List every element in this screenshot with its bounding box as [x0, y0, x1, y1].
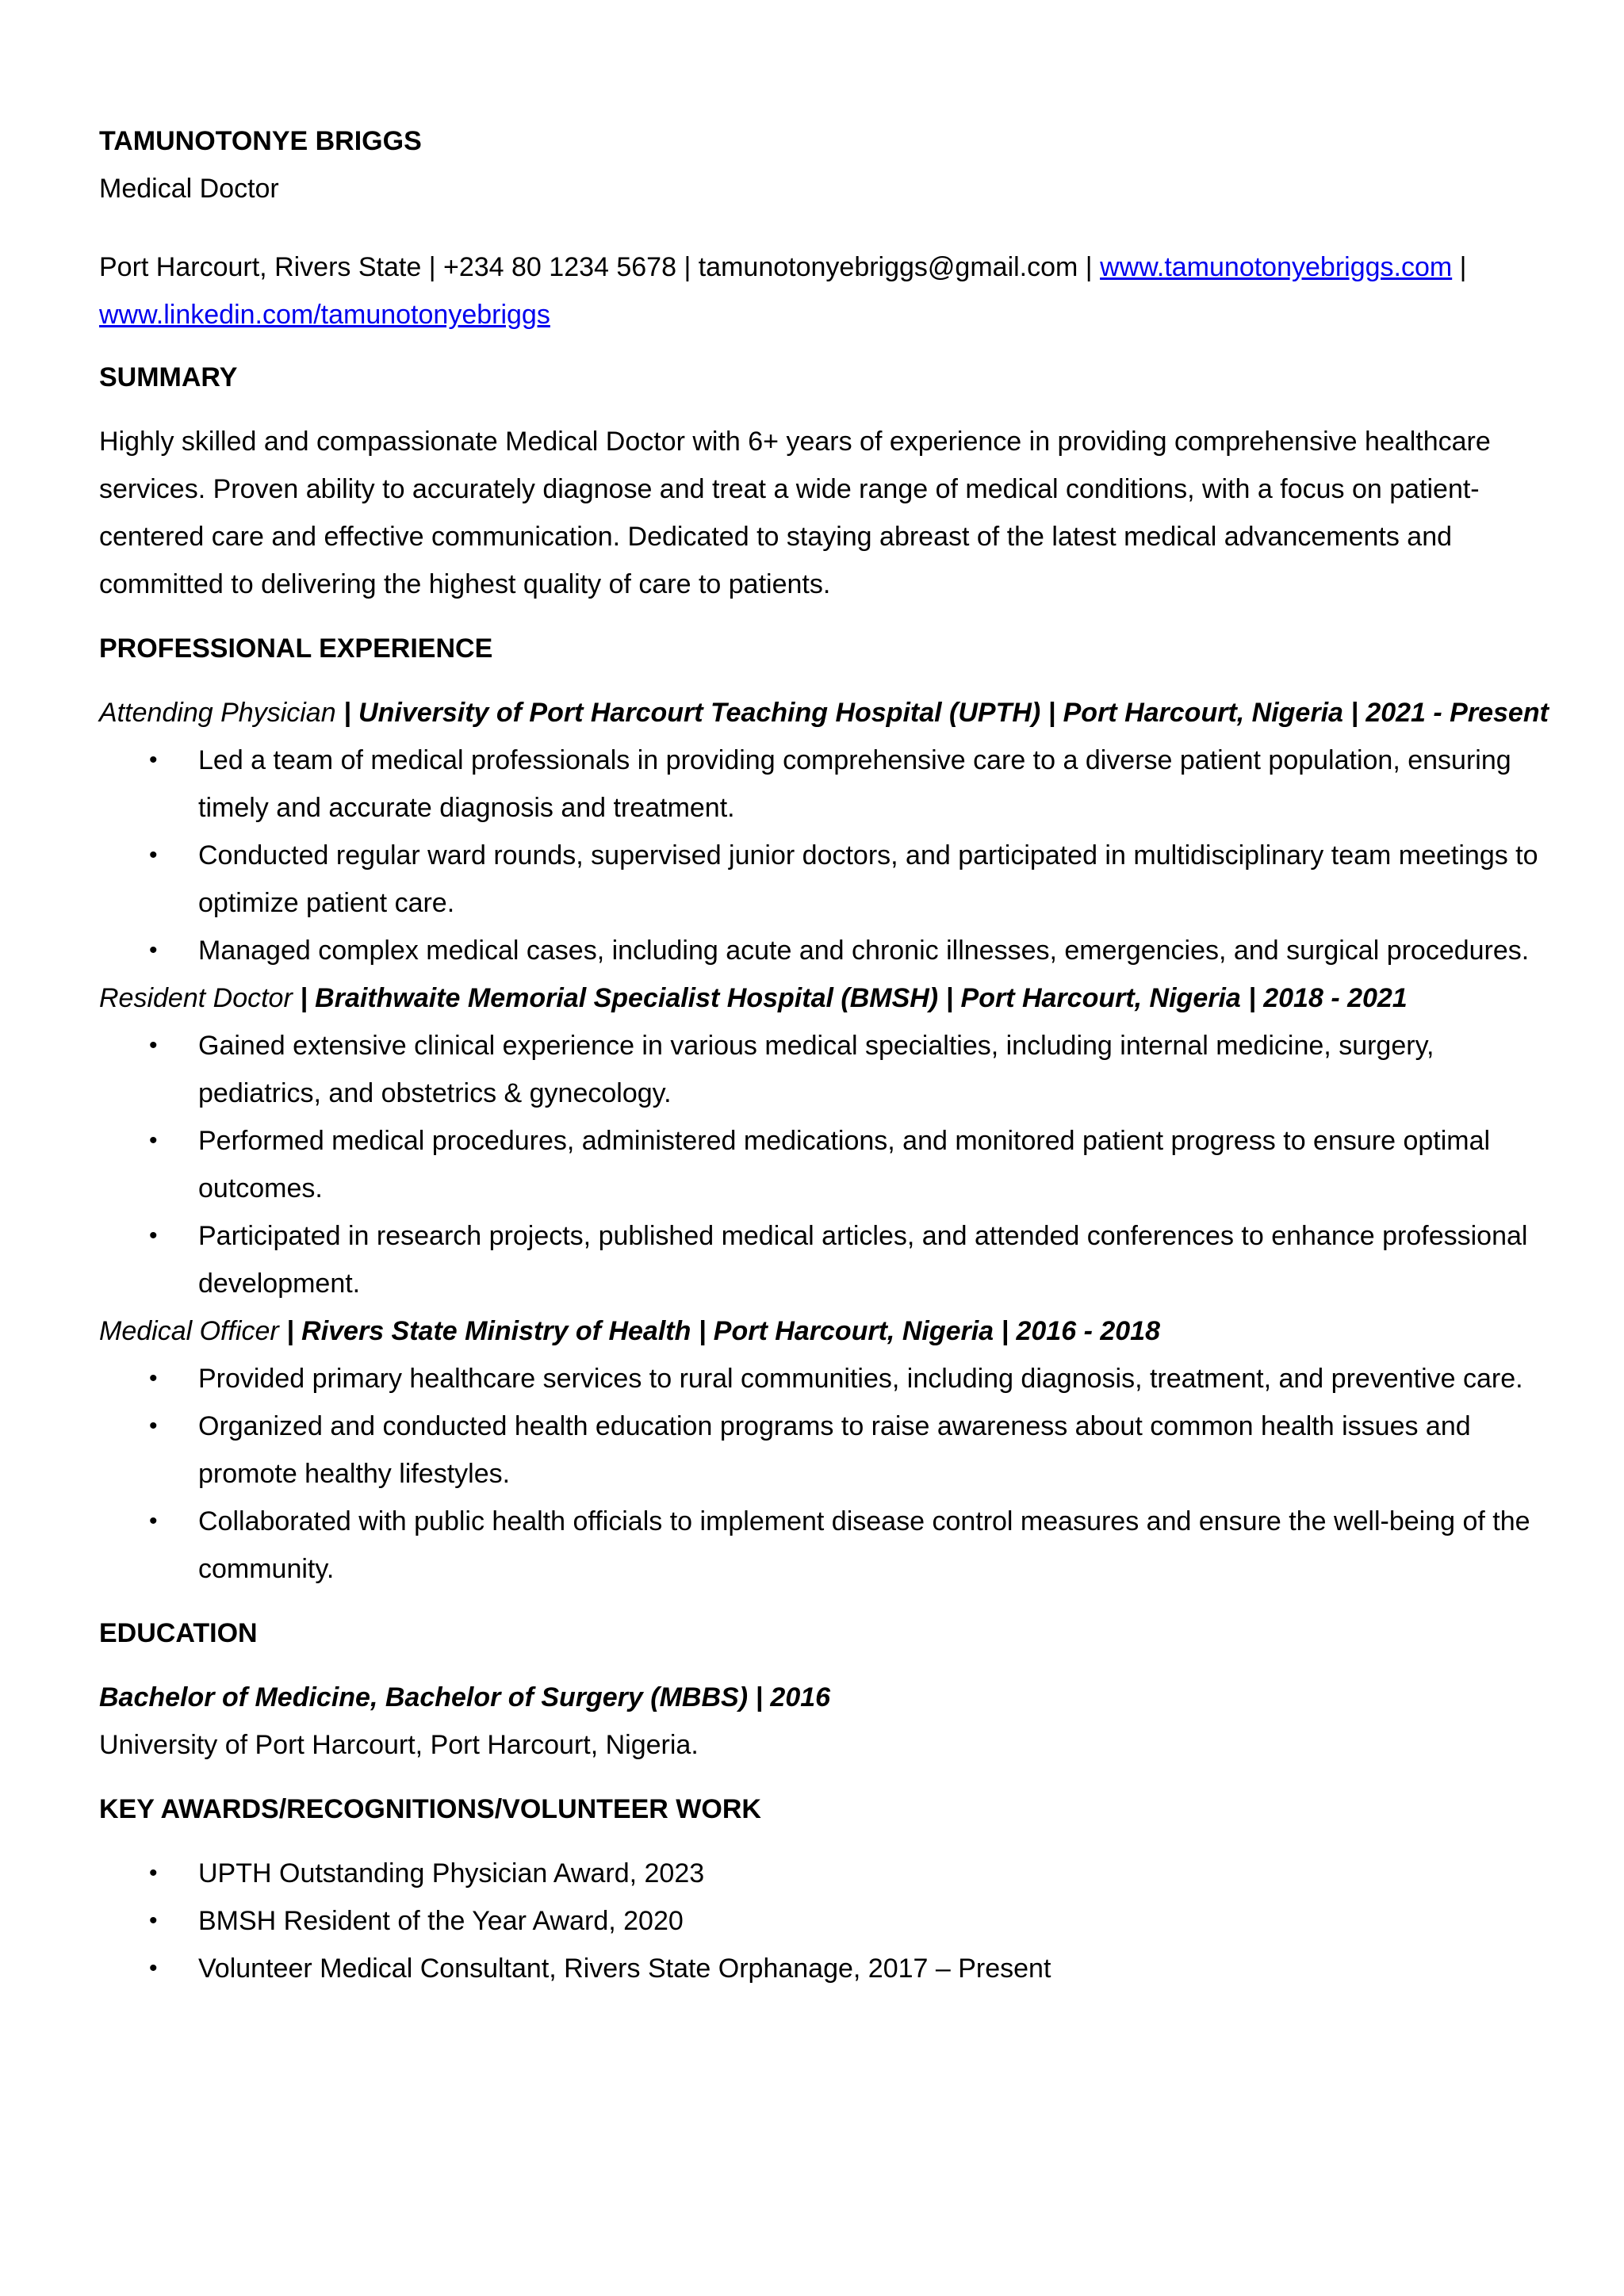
education-school: University of Port Harcourt, Port Harcourt, Nigeria.	[99, 1730, 699, 1760]
resume-page	[99, 117, 1550, 1992]
list-item	[99, 1498, 1550, 1593]
list-item	[99, 1850, 1550, 1897]
contact-separator: |	[421, 252, 443, 282]
bullet-icon: •	[149, 1365, 158, 1391]
education-heading: EDUCATION	[99, 1618, 258, 1648]
award-text: BMSH Resident of the Year Award, 2020	[198, 1906, 684, 1936]
list-item	[99, 737, 1550, 832]
linkedin-link[interactable]: www.linkedin.com/tamunotonyebriggs	[99, 300, 550, 330]
candidate-role: Medical Doctor	[99, 174, 279, 204]
job-header	[99, 689, 1550, 737]
candidate-name: TAMUNOTONYE BRIGGS	[99, 126, 422, 156]
job-bullet-list	[99, 1022, 1550, 1307]
bullet-icon: •	[149, 1508, 158, 1534]
list-item	[99, 1022, 1550, 1117]
job-title: Medical Officer	[99, 1316, 279, 1346]
bullet-icon: •	[149, 1908, 158, 1934]
award-text: UPTH Outstanding Physician Award, 2023	[198, 1858, 705, 1888]
job-header	[99, 974, 1550, 1022]
list-item	[99, 1945, 1550, 1992]
awards-list	[99, 1850, 1550, 1992]
job-bullet-list	[99, 1355, 1550, 1593]
list-item	[99, 832, 1550, 927]
bullet-text: Participated in research projects, published medical articles, and attended conferences to enhance professional development.	[198, 1221, 1528, 1299]
contact-separator: |	[1452, 252, 1467, 282]
award-text: Volunteer Medical Consultant, Rivers State Orphanage, 2017 – Present	[198, 1954, 1051, 1984]
job-details: | Braithwaite Memorial Specialist Hospital (BMSH) | Port Harcourt, Nigeria | 2018 - 2021	[292, 983, 1408, 1013]
list-item	[99, 1897, 1550, 1945]
bullet-icon: •	[149, 1860, 158, 1886]
job-bullet-list	[99, 737, 1550, 974]
bullet-icon: •	[149, 937, 158, 963]
bullet-text: Led a team of medical professionals in providing comprehensive care to a diverse patient population, ensuring timely and accurate diagnosis and treatment.	[198, 745, 1511, 823]
list-item	[99, 927, 1550, 974]
bullet-icon: •	[149, 842, 158, 868]
bullet-icon: •	[149, 747, 158, 773]
list-item	[99, 1355, 1550, 1402]
bullet-icon: •	[149, 1127, 158, 1154]
awards-heading: KEY AWARDS/RECOGNITIONS/VOLUNTEER WORK	[99, 1794, 761, 1824]
bullet-text: Provided primary healthcare services to rural communities, including diagnosis, treatment, and preventive care.	[198, 1364, 1523, 1394]
contact-separator: |	[676, 252, 699, 282]
bullet-icon: •	[149, 1032, 158, 1058]
bullet-icon: •	[149, 1413, 158, 1439]
education-degree: Bachelor of Medicine, Bachelor of Surgery (MBBS) | 2016	[99, 1682, 831, 1712]
job-details: | Rivers State Ministry of Health | Port Harcourt, Nigeria | 2016 - 2018	[278, 1316, 1160, 1346]
bullet-text: Collaborated with public health officials to implement disease control measures and ensure the well-being of the community.	[198, 1506, 1530, 1584]
experience-heading: PROFESSIONAL EXPERIENCE	[99, 633, 493, 664]
contact-separator: |	[1078, 252, 1101, 282]
job-title: Resident Doctor	[99, 983, 293, 1013]
bullet-icon: •	[149, 1223, 158, 1249]
bullet-icon: •	[149, 1955, 158, 1981]
bullet-text: Performed medical procedures, administered medications, and monitored patient progress to ensure optimal outcomes.	[198, 1126, 1491, 1203]
job-details: | University of Port Harcourt Teaching Hospital (UPTH) | Port Harcourt, Nigeria | 2021 - Present	[335, 698, 1549, 728]
website-link[interactable]: www.tamunotonyebriggs.com	[1100, 252, 1453, 282]
contact-location: Port Harcourt, Rivers State	[99, 252, 422, 282]
contact-line	[99, 243, 1550, 339]
list-item	[99, 1212, 1550, 1307]
contact-email[interactable]: tamunotonyebriggs@gmail.com	[698, 252, 1078, 282]
list-item	[99, 1402, 1550, 1498]
summary-heading: SUMMARY	[99, 362, 238, 392]
list-item	[99, 1117, 1550, 1212]
job-header	[99, 1307, 1550, 1355]
experience-list	[99, 689, 1550, 1593]
bullet-text: Conducted regular ward rounds, supervised junior doctors, and participated in multidisciplinary team meetings to optimize patient care.	[198, 840, 1538, 918]
contact-phone: +234 80 1234 5678	[442, 252, 676, 282]
summary-text: Highly skilled and compassionate Medical Doctor with 6+ years of experience in providing comprehensive healthcare services. Proven ability to accurately diagnose and treat a wide range of medical conditions, with a focus on patient-centered care and effective communication. Dedicated to staying abreast of the latest medical advancements and committed to delivering the highest quality of care to patients.	[99, 427, 1491, 599]
bullet-text: Gained extensive clinical experience in various medical specialties, including internal medicine, surgery, pediatrics, and obstetrics & gynecology.	[198, 1031, 1434, 1108]
bullet-text: Organized and conducted health education programs to raise awareness about common health issues and promote healthy lifestyles.	[198, 1411, 1471, 1489]
bullet-text: Managed complex medical cases, including acute and chronic illnesses, emergencies, and surgical procedures.	[198, 936, 1530, 966]
job-title: Attending Physician	[99, 698, 336, 728]
